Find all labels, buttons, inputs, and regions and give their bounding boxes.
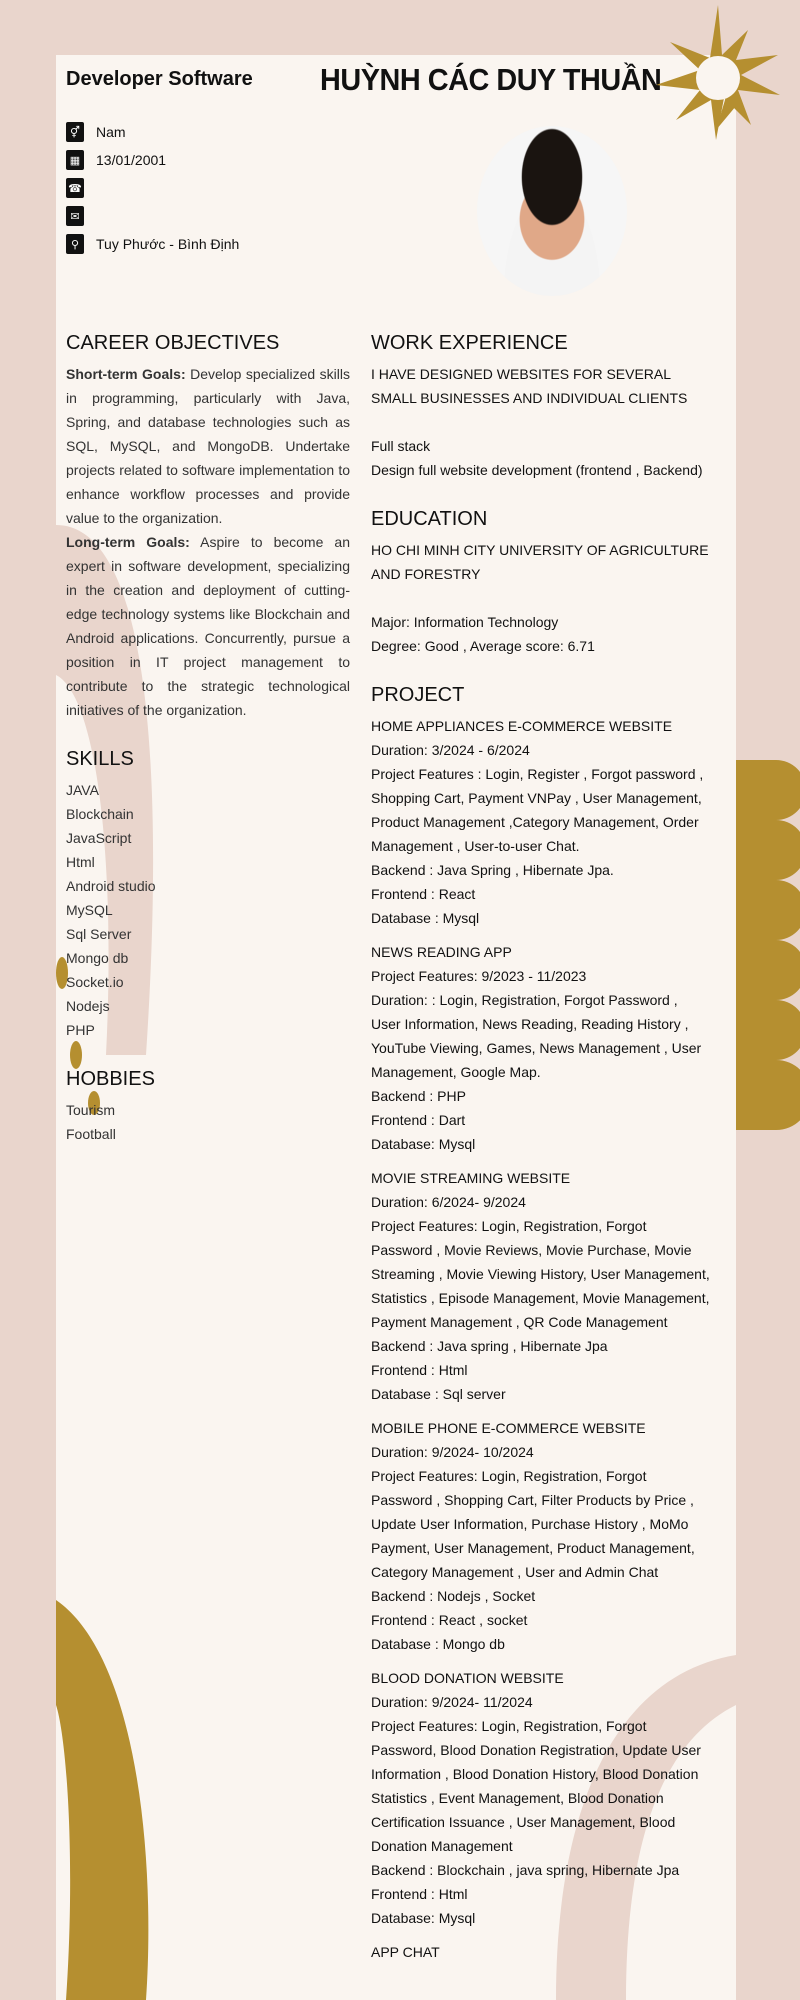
hobby-item: Football [66, 1126, 116, 1142]
project-detail: Backend : Java Spring , Hibernate Jpa. [371, 862, 614, 878]
project-item [371, 940, 711, 1156]
project-detail: Frontend : Html [371, 1886, 468, 1902]
job-title: Developer Software [66, 68, 253, 90]
career-objectives-section [66, 330, 350, 722]
skill-item: Android studio [66, 878, 156, 894]
short-term-goals: Short-term Goals: Develop specialized skills in programming, particularly with Java, Spring, and database technologies such as SQL, MySQL, and MongoDB. Undertake projects related to software implementation to enhance workflow processes and provide value to the organization. [66, 366, 350, 526]
birthday-cake-icon: ▦ [66, 150, 84, 170]
project-name: MOBILE PHONE E-COMMERCE WEBSITE [371, 1420, 646, 1436]
info-birthday: ▦ 13/01/2001 [66, 146, 239, 174]
info-location: ⚲ Tuy Phước - Bình Định [66, 230, 239, 258]
skill-item: JAVA [66, 782, 99, 798]
section-title: WORK EXPERIENCE [371, 332, 568, 354]
profile-photo [477, 126, 627, 296]
skill-item: MySQL [66, 902, 113, 918]
skill-item: Nodejs [66, 998, 110, 1014]
project-item [371, 714, 711, 930]
project-detail: Project Features: Login, Registration, Forgot Password , Movie Reviews, Movie Purchase, Movie Streaming , Movie Viewing History, User Management, Statistics , Episode Management, Movie Management, Payment Management , QR Code Management [371, 1218, 710, 1330]
project-detail: Project Features: 9/2023 - 11/2023 [371, 968, 587, 984]
skills-section [66, 746, 350, 1042]
project-detail: Project Features : Login, Register , Forgot password , Shopping Cart, Payment VNPay , User Management, Product Management ,Category Management, Order Management , User-to-user Chat. [371, 766, 704, 854]
project-item [371, 1940, 711, 1964]
project-detail: Backend : PHP [371, 1088, 466, 1104]
skill-item: JavaScript [66, 830, 132, 846]
skill-item: Mongo db [66, 950, 129, 966]
project-detail: Frontend : React [371, 886, 476, 902]
project-detail: Database: Mysql [371, 1910, 476, 1926]
project-detail: Database : Mongo db [371, 1636, 505, 1652]
project-detail: Database : Mysql [371, 910, 480, 926]
info-gender: ⚥ Nam [66, 118, 239, 146]
info-email [66, 202, 239, 230]
skill-item: Socket.io [66, 974, 124, 990]
skill-item: Sql Server [66, 926, 132, 942]
project-detail: Project Features: Login, Registration, Forgot Password , Shopping Cart, Filter Products by Price , Update User Information, Purchase History , MoMo Payment, User Management, Product Management, Category Management , User and Admin Chat [371, 1468, 695, 1580]
section-title: HOBBIES [66, 1068, 155, 1090]
project-detail: Backend : Java spring , Hibernate Jpa [371, 1338, 608, 1354]
project-section [371, 682, 711, 1964]
skill-item: Html [66, 854, 95, 870]
project-item [371, 1416, 711, 1656]
project-detail: Backend : Blockchain , java spring, Hibernate Jpa [371, 1862, 680, 1878]
project-detail: Database : Sql server [371, 1386, 506, 1402]
section-title: CAREER OBJECTIVES [66, 332, 280, 354]
project-detail: Duration: 9/2024- 10/2024 [371, 1444, 534, 1460]
phone-icon: ☎ [66, 178, 84, 198]
candidate-name: HUỲNH CÁC DUY THUẦN [320, 62, 662, 97]
location-icon: ⚲ [66, 234, 84, 254]
project-item [371, 1166, 711, 1406]
work-description: Design full website development (frontend , Backend) [371, 462, 703, 478]
section-title: EDUCATION [371, 508, 488, 530]
info-phone [66, 174, 239, 202]
project-detail: Duration: 6/2024- 9/2024 [371, 1194, 526, 1210]
project-detail: Frontend : Dart [371, 1112, 466, 1128]
section-title: SKILLS [66, 748, 134, 770]
project-detail: Frontend : Html [371, 1362, 468, 1378]
skill-item: Blockchain [66, 806, 134, 822]
long-term-goals: Long-term Goals: Aspire to become an expert in software development, specializing in the creation and deployment of cutting-edge technology systems like Blockchain and Android applications. Concurrently, pursue a position in IT project management to contribute to the strategic technological initiatives of the organization. [66, 534, 351, 718]
degree: Degree: Good , Average score: 6.71 [371, 638, 595, 654]
project-detail: Project Features: Login, Registration, Forgot Password, Blood Donation Registration, Update User Information , Blood Donation History, Blood Donation Statistics , Event Management, Blood Donation Certification Issuance , User Management, Blood Donation Management [371, 1718, 701, 1854]
project-name: APP CHAT [371, 1944, 440, 1960]
project-detail: Frontend : React , socket [371, 1612, 528, 1628]
school-name: HO CHI MINH CITY UNIVERSITY OF AGRICULTURE AND FORESTRY [371, 542, 709, 582]
right-scallop-decoration [736, 760, 800, 1130]
bottom-left-gold-arc [56, 1600, 148, 2000]
email-icon: ✉ [66, 206, 84, 226]
work-experience-section [371, 330, 711, 482]
project-name: NEWS READING APP [371, 944, 512, 960]
project-name: MOVIE STREAMING WEBSITE [371, 1170, 571, 1186]
section-title: PROJECT [371, 684, 465, 706]
project-detail: Backend : Nodejs , Socket [371, 1588, 536, 1604]
left-column [66, 330, 350, 1170]
work-position: Full stack [371, 438, 431, 454]
project-detail: Duration: 9/2024- 11/2024 [371, 1694, 533, 1710]
gender-icon: ⚥ [66, 122, 84, 142]
work-summary: I HAVE DESIGNED WEBSITES FOR SEVERAL SMALL BUSINESSES AND INDIVIDUAL CLIENTS [371, 366, 688, 406]
project-detail: Duration: 3/2024 - 6/2024 [371, 742, 530, 758]
starburst-outer [656, 0, 800, 140]
project-name: BLOOD DONATION WEBSITE [371, 1670, 564, 1686]
project-detail: Database: Mysql [371, 1136, 476, 1152]
project-detail: Duration: : Login, Registration, Forgot Password , User Information, News Reading, Reading History , YouTube Viewing, Games, News Management , User Management, Google Map. [371, 992, 702, 1080]
project-name: HOME APPLIANCES E-COMMERCE WEBSITE [371, 718, 673, 734]
hobbies-section [66, 1066, 350, 1146]
major: Major: Information Technology [371, 614, 559, 630]
right-column [371, 330, 711, 1988]
project-item [371, 1666, 711, 1930]
hobby-item: Tourism [66, 1102, 116, 1118]
personal-info [66, 118, 239, 258]
education-section [371, 506, 711, 658]
skill-item: PHP [66, 1022, 95, 1038]
